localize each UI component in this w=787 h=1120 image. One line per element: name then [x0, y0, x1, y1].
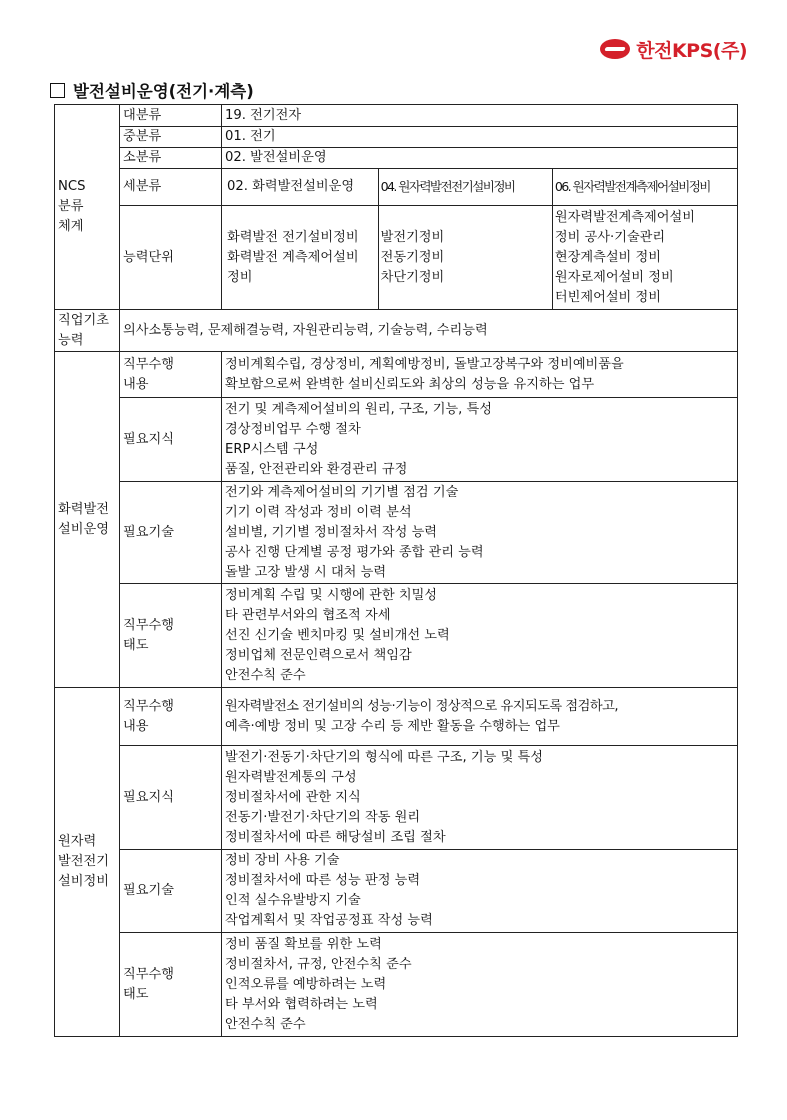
basic-label-line: 능력 — [58, 332, 84, 348]
nuclear-attitude-row — [55, 933, 738, 1037]
major-category-value: 19. 전기전자 — [222, 105, 738, 127]
content-line: 정비업체 전문인력으로서 책임감 — [225, 647, 412, 663]
nuclear-job-content — [222, 688, 738, 746]
competency-item: 원자로제어설비 정비 — [554, 269, 674, 285]
thermal-skill-label: 필요기술 — [120, 482, 222, 584]
competency-nuclear-instrument — [553, 206, 734, 309]
label-line: 내용 — [123, 376, 149, 392]
thermal-knowledge-row — [55, 398, 738, 482]
nuclear-job-row — [55, 688, 738, 746]
content-line: 확보함으로써 완벽한 설비신뢰도와 최상의 성능을 유지하는 업무 — [225, 376, 595, 392]
nuclear-label-line: 설비정비 — [58, 874, 109, 889]
section-title: 발전설비운영(전기·계측) — [73, 82, 254, 101]
nuclear-knowledge-content — [222, 746, 738, 850]
thermal-knowledge-content — [222, 398, 738, 482]
competency-item: 현장계측설비 정비 — [554, 249, 661, 265]
content-line: 인적 실수유발방지 기술 — [225, 893, 361, 908]
content-line: 기기 이력 작성과 정비 이력 분석 — [225, 504, 412, 520]
content-line: 예측·예방 정비 및 고장 수리 등 제반 활동을 수행하는 업무 — [225, 718, 560, 734]
content-line: 정비 품질 확보를 위한 노력 — [225, 936, 382, 952]
nuclear-knowledge-label: 필요지식 — [120, 746, 222, 850]
nuclear-label-line: 발전전기 — [58, 854, 109, 869]
content-line: 공사 진행 단계별 공정 평가와 종합 관리 능력 — [225, 544, 484, 560]
competency-label: 능력단위 — [120, 206, 222, 310]
label-line: 직무수행 — [123, 698, 174, 714]
basic-label-line: 직업기초 — [58, 312, 109, 328]
thermal-attitude-content — [222, 584, 738, 688]
ncs-row-minor — [55, 148, 738, 169]
nuclear-skill-content — [222, 850, 738, 933]
thermal-attitude-row — [55, 584, 738, 688]
content-line: 전기 및 계측제어설비의 원리, 구조, 기능, 특성 — [225, 401, 493, 417]
competency-item: 터빈제어설비 정비 — [554, 289, 661, 305]
content-line: 타 부서와 협력하려는 노력 — [225, 996, 378, 1012]
thermal-attitude-label — [120, 584, 222, 688]
subcategory-label: 세분류 — [120, 169, 222, 206]
kps-logo-icon — [600, 39, 630, 59]
thermal-label — [55, 352, 120, 688]
subcategory-nuclear-instrument: 06. 원자력발전계측제어설비정비 — [554, 179, 710, 194]
content-line: 안전수칙 준수 — [225, 667, 306, 683]
content-line: 발전기·전동기·차단기의 형식에 따른 구조, 기능 및 특성 — [225, 749, 543, 765]
content-line: 돌발 고장 발생 시 대처 능력 — [225, 564, 387, 580]
ncs-label — [55, 105, 120, 310]
ncs-row-major — [55, 105, 738, 127]
content-line: 품질, 안전관리와 환경관리 규정 — [225, 461, 408, 477]
competency-thermal — [225, 206, 379, 309]
content-line: 정비절차서, 규정, 안전수칙 준수 — [225, 956, 412, 972]
label-line: 내용 — [123, 718, 149, 734]
competency-values — [222, 206, 738, 310]
nuclear-skill-row — [55, 850, 738, 933]
ncs-row-middle — [55, 127, 738, 148]
thermal-job-row — [55, 352, 738, 398]
nuclear-attitude-content — [222, 933, 738, 1037]
nuclear-label-line: 원자력 — [58, 834, 97, 849]
basic-competency-label — [55, 310, 120, 352]
subcategory-thermal: 02. 화력발전설비운영 — [225, 169, 379, 205]
content-line: 정비계획 수립 및 시행에 관한 치밀성 — [225, 587, 438, 603]
thermal-knowledge-label: 필요지식 — [120, 398, 222, 482]
competency-item: 전동기정비 — [380, 249, 445, 265]
nuclear-knowledge-row — [55, 746, 738, 850]
major-category-label: 대분류 — [120, 105, 222, 127]
checkbox-icon — [50, 83, 65, 98]
middle-category-label: 중분류 — [120, 127, 222, 148]
ncs-label-line: 분류 — [58, 199, 84, 214]
content-line: 인적오류를 예방하려는 노력 — [225, 976, 387, 992]
minor-category-label: 소분류 — [120, 148, 222, 169]
competency-item: 화력발전 전기설비정비 — [227, 229, 359, 245]
competency-item: 화력발전 계측제어설비 — [227, 249, 359, 265]
thermal-label-line: 화력발전 — [58, 501, 109, 517]
content-line: 정비절차서에 관한 지식 — [225, 789, 361, 805]
label-line: 직무수행 — [123, 356, 174, 372]
nuclear-skill-label: 필요기술 — [120, 850, 222, 933]
section-title-row — [50, 78, 254, 102]
nuclear-job-label — [120, 688, 222, 746]
competency-item: 정비 — [227, 269, 253, 285]
competency-item: 원자력발전계측제어설비 — [554, 209, 695, 225]
content-line: ERP시스템 구성 — [225, 441, 319, 457]
thermal-job-content — [222, 352, 738, 398]
label-line: 직무수행 — [123, 966, 174, 982]
content-line: 안전수칙 준수 — [225, 1016, 306, 1032]
company-logo — [600, 36, 747, 62]
nuclear-label — [55, 688, 120, 1037]
content-line: 전기와 계측제어설비의 기기별 점검 기술 — [225, 484, 459, 500]
thermal-job-label — [120, 352, 222, 398]
content-line: 정비절차서에 따른 해당설비 조립 절차 — [225, 829, 446, 845]
label-line: 태도 — [123, 986, 149, 1002]
content-line: 선진 신기술 벤치마킹 및 설비개선 노력 — [225, 627, 450, 643]
content-line: 정비계획수립, 경상정비, 계획예방정비, 돌발고장복구와 정비예비품을 — [225, 356, 624, 372]
label-line: 태도 — [123, 637, 149, 653]
ncs-label-line: 체계 — [58, 219, 84, 234]
competency-item: 발전기정비 — [380, 229, 445, 245]
content-line: 경상정비업무 수행 절차 — [225, 421, 361, 437]
competency-item: 정비 공사·기술관리 — [554, 229, 666, 245]
ncs-label-line: NCS — [58, 179, 86, 194]
content-line: 설비별, 기기별 정비절차서 작성 능력 — [225, 524, 438, 540]
ncs-row-competency — [55, 206, 738, 310]
nuclear-attitude-label — [120, 933, 222, 1037]
logo-text: 한전KPS(주) — [636, 39, 747, 62]
job-description-table — [54, 104, 738, 1037]
thermal-skill-row — [55, 482, 738, 584]
subcategory-values — [222, 169, 738, 206]
competency-nuclear-electric — [379, 206, 553, 309]
ncs-row-subcategory — [55, 169, 738, 206]
content-line: 정비 장비 사용 기술 — [225, 853, 340, 868]
subcategory-nuclear-electric: 04. 원자력발전전기설비정비 — [379, 169, 553, 205]
label-line: 직무수행 — [123, 617, 174, 633]
content-line: 원자력발전소 전기설비의 성능·기능이 정상적으로 유지되도록 점검하고, — [225, 698, 619, 714]
middle-category-value: 01. 전기 — [222, 127, 738, 148]
minor-category-value: 02. 발전설비운영 — [222, 148, 738, 169]
basic-competency-row — [55, 310, 738, 352]
content-line: 작업계획서 및 작업공정표 작성 능력 — [225, 913, 433, 928]
thermal-skill-content — [222, 482, 738, 584]
content-line: 원자력발전계통의 구성 — [225, 769, 357, 785]
basic-competency-value: 의사소통능력, 문제해결능력, 자원관리능력, 기술능력, 수리능력 — [120, 310, 738, 352]
content-line: 정비절차서에 따른 성능 판정 능력 — [225, 873, 421, 888]
thermal-label-line: 설비운영 — [58, 521, 109, 537]
competency-item: 차단기정비 — [380, 269, 445, 285]
content-line: 전동기·발전기·차단기의 작동 원리 — [225, 809, 421, 825]
content-line: 타 관련부서와의 협조적 자세 — [225, 607, 391, 623]
